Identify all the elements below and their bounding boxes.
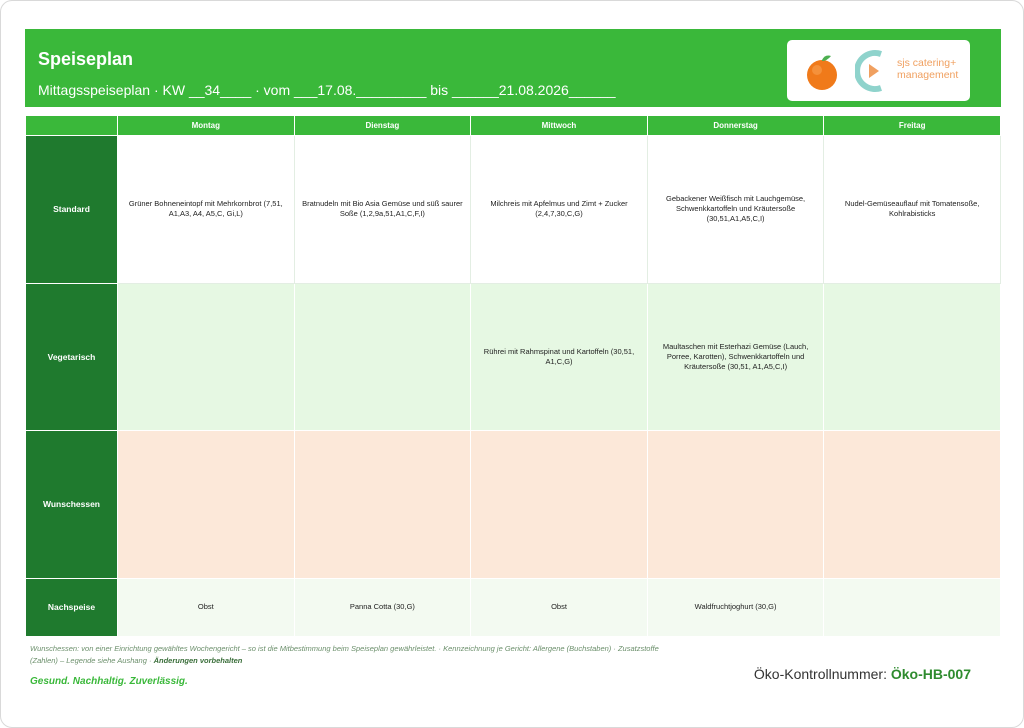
day-header-friday: Freitag [824,116,1001,136]
eco-label: Öko-Kontrollnummer: [753,666,887,682]
table-row-vegetarian [26,283,1001,431]
meal-cell: Bratnudeln mit Bio Asia Gemüse und süß saurer Soße (1,2,9a,51,A1,C,F,I) [294,136,471,284]
meal-cell: Obst [471,578,648,636]
footnote-text: Wunschessen: von einer Einrichtung gewähltes Wochengericht – so ist die Mitbestimmung beim Speiseplan gewährleistet. · Kennzeichnung je Gericht: Allergene (Buchstaben) · Zusatzstoffe (Zahlen) – Legende siehe Aushang · [30,644,659,665]
company-name [897,57,958,81]
meal-cell: Rührei mit Rahmspinat und Kartoffeln (30,51, A1,C,G) [471,283,648,431]
menu-table [25,115,1001,637]
meal-cell [647,431,824,579]
company-name-line1: sjs catering+ [897,57,957,69]
table-header-row [26,116,1001,136]
table-row-wish [26,431,1001,579]
meal-cell: Grüner Bohneneintopf mit Mehrkornbrot (7,51, A1,A3, A4, A5,C, Gi,L) [118,136,295,284]
meal-cell [824,431,1001,579]
meal-cell: Maultaschen mit Esterhazi Gemüse (Lauch, Porree, Karotten), Schwenkkartoffeln und Kräutersoße (30,51, A1,A5,C,I) [647,283,824,431]
meal-cell: Obst [118,578,295,636]
meal-cell [294,431,471,579]
table-row-dessert [26,578,1001,636]
c-logo-icon [855,48,889,94]
meal-cell: Panna Cotta (30,G) [294,578,471,636]
meal-cell: Waldfruchtjoghurt (30,G) [647,578,824,636]
day-header-monday: Montag [118,116,295,136]
eco-number: Öko-HB-007 [890,666,971,682]
row-label-vegetarian: Vegetarisch [26,283,118,431]
header-banner [25,29,1001,107]
week-subtitle: Mittagsspeiseplan · KW __34____ · vom ___17.08._________ bis ______21.08.2026______ [38,82,616,98]
company-logo [787,40,970,101]
table-row-standard [26,136,1001,284]
meal-cell [118,283,295,431]
meal-cell [471,431,648,579]
orange-fruit-icon [803,52,841,92]
eco-control-number [754,666,971,682]
company-name-line2: management [897,69,959,81]
row-label-dessert: Nachspeise [26,578,118,636]
footnote-changes-reserved: Änderungen vorbehalten [153,656,243,665]
meal-cell: Gebackener Weißfisch mit Lauchgemüse, Schwenkkartoffeln und Kräutersoße (30,51,A1,A5,C,I) [647,136,824,284]
meal-cell [824,578,1001,636]
day-header-wednesday: Mittwoch [471,116,648,136]
page-title: Speiseplan [38,49,134,69]
corner-cell [26,116,118,136]
row-label-standard: Standard [26,136,118,284]
meal-cell: Milchreis mit Apfelmus und Zimt + Zucker (2,4,7,30,C,G) [471,136,648,284]
footnote [30,643,670,667]
meal-cell [118,431,295,579]
slogan: Gesund. Nachhaltig. Zuverlässig. [30,676,188,687]
row-label-wish: Wunschessen [26,431,118,579]
meal-cell [824,283,1001,431]
day-header-tuesday: Dienstag [294,116,471,136]
meal-cell: Nudel-Gemüseauflauf mit Tomatensoße, Kohlrabisticks [824,136,1001,284]
day-header-thursday: Donnerstag [647,116,824,136]
meal-cell [294,283,471,431]
